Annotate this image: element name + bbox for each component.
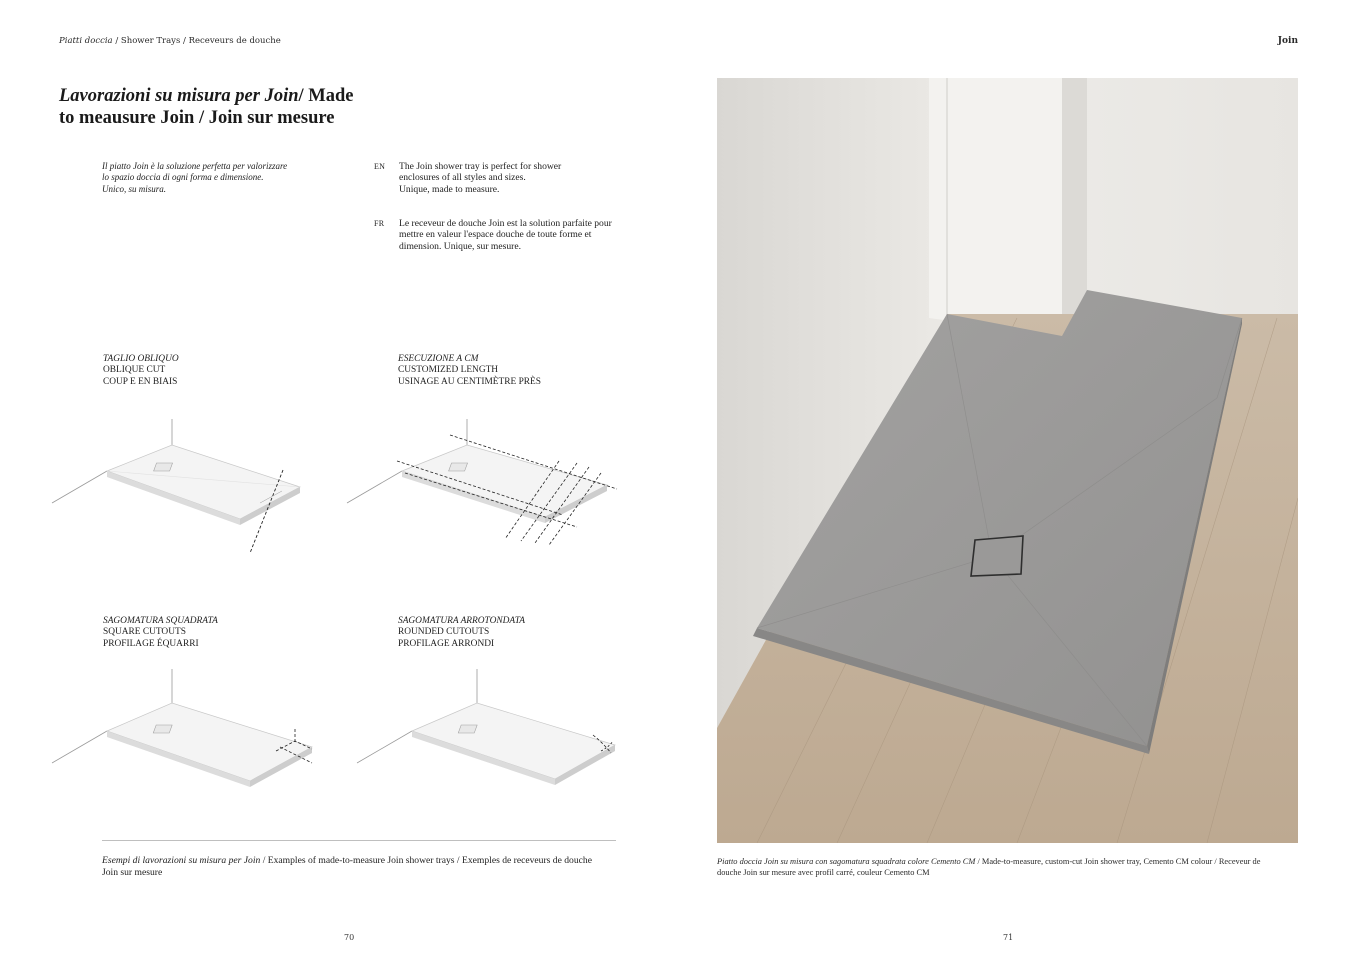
intro-it-line: lo spazio doccia di ogni forma e dimensione. [102,172,264,183]
variant-label-length [398,354,541,388]
intro-fr-line: Le receveur de douche Join est la solution parfaite pour [399,218,612,229]
intro-fr-line: mettre en valeur l'espace douche de toute forme et [399,229,592,241]
caption-left-rest: / Examples of made-to-measure Join shower trays / Exemples de receveurs de douche [260,855,592,866]
intro-it-line: Unico, su misura. [102,183,167,194]
caption-divider [102,840,616,841]
variant-en: SQUARE CUTOUTS [103,627,186,638]
caption-right-rest: / Made-to-measure, custom-cut Join shower tray, Cemento CM colour / Receveur de [975,857,1261,866]
product-photo [717,78,1298,843]
title-line1-rest: / Made [298,86,354,106]
lang-code-en: EN [374,162,386,171]
intro-en-line: enclosures of all styles and sizes. [399,172,526,184]
intro-it-line: Il piatto Join è la soluzione perfetta per valorizzare [102,161,288,171]
variant-it: SAGOMATURA SQUADRATA [103,616,218,626]
tray-illustration-rounded [355,665,625,800]
page-number-left: 70 [344,933,355,942]
caption-left [102,855,622,878]
intro-italian [102,161,332,195]
variant-fr: COUP E EN BIAIS [103,376,178,387]
variant-it: TAGLIO OBLIQUO [103,354,179,364]
variant-fr: PROFILAGE ÉQUARRI [103,638,199,649]
lang-code-fr: FR [374,219,385,228]
tray-illustration-length [345,415,625,550]
variant-fr: USINAGE AU CENTIMÈTRE PRÈS [398,376,541,387]
intro-fr-line: dimension. Unique, sur mesure. [399,240,522,252]
variant-label-oblique [103,354,179,388]
caption-right [717,856,1297,878]
intro-en-line: Unique, made to measure. [399,183,500,195]
caption-left-italic: Esempi di lavorazioni su misura per Join [102,855,261,866]
variant-it: ESECUZIONE A CM [398,354,479,364]
caption-right-line2: douche Join sur mesure avec profil carré, couleur Cemento CM [717,868,930,877]
page-number-right: 71 [1003,933,1014,942]
variant-label-rounded [398,616,525,650]
caption-right-italic: Piatto doccia Join su misura con sagomatura squadrata colore Cemento CM [717,857,976,866]
page-title [59,85,379,129]
section-running-head [59,36,281,46]
section-it: Piatti doccia [59,36,113,46]
title-italic: Lavorazioni su misura per Join [59,86,299,106]
tray-illustration-square [50,665,320,800]
tray-illustration-oblique [50,415,310,560]
caption-left-line2: Join sur mesure [102,866,163,878]
variant-label-square [103,616,218,650]
variant-en: ROUNDED CUTOUTS [398,627,490,638]
section-rest: / Shower Trays / Receveurs de douche [112,36,281,46]
shower-room-render [717,78,1298,843]
product-running-head: Join [1277,36,1298,46]
title-line2: to meausure Join / Join sur mesure [59,108,335,128]
variant-fr: PROFILAGE ARRONDI [398,638,495,649]
variant-en: CUSTOMIZED LENGTH [398,365,499,376]
variant-it: SAGOMATURA ARROTONDATA [398,616,525,626]
variant-en: OBLIQUE CUT [103,365,166,376]
intro-en-line: The Join shower tray is perfect for shower [399,161,562,172]
